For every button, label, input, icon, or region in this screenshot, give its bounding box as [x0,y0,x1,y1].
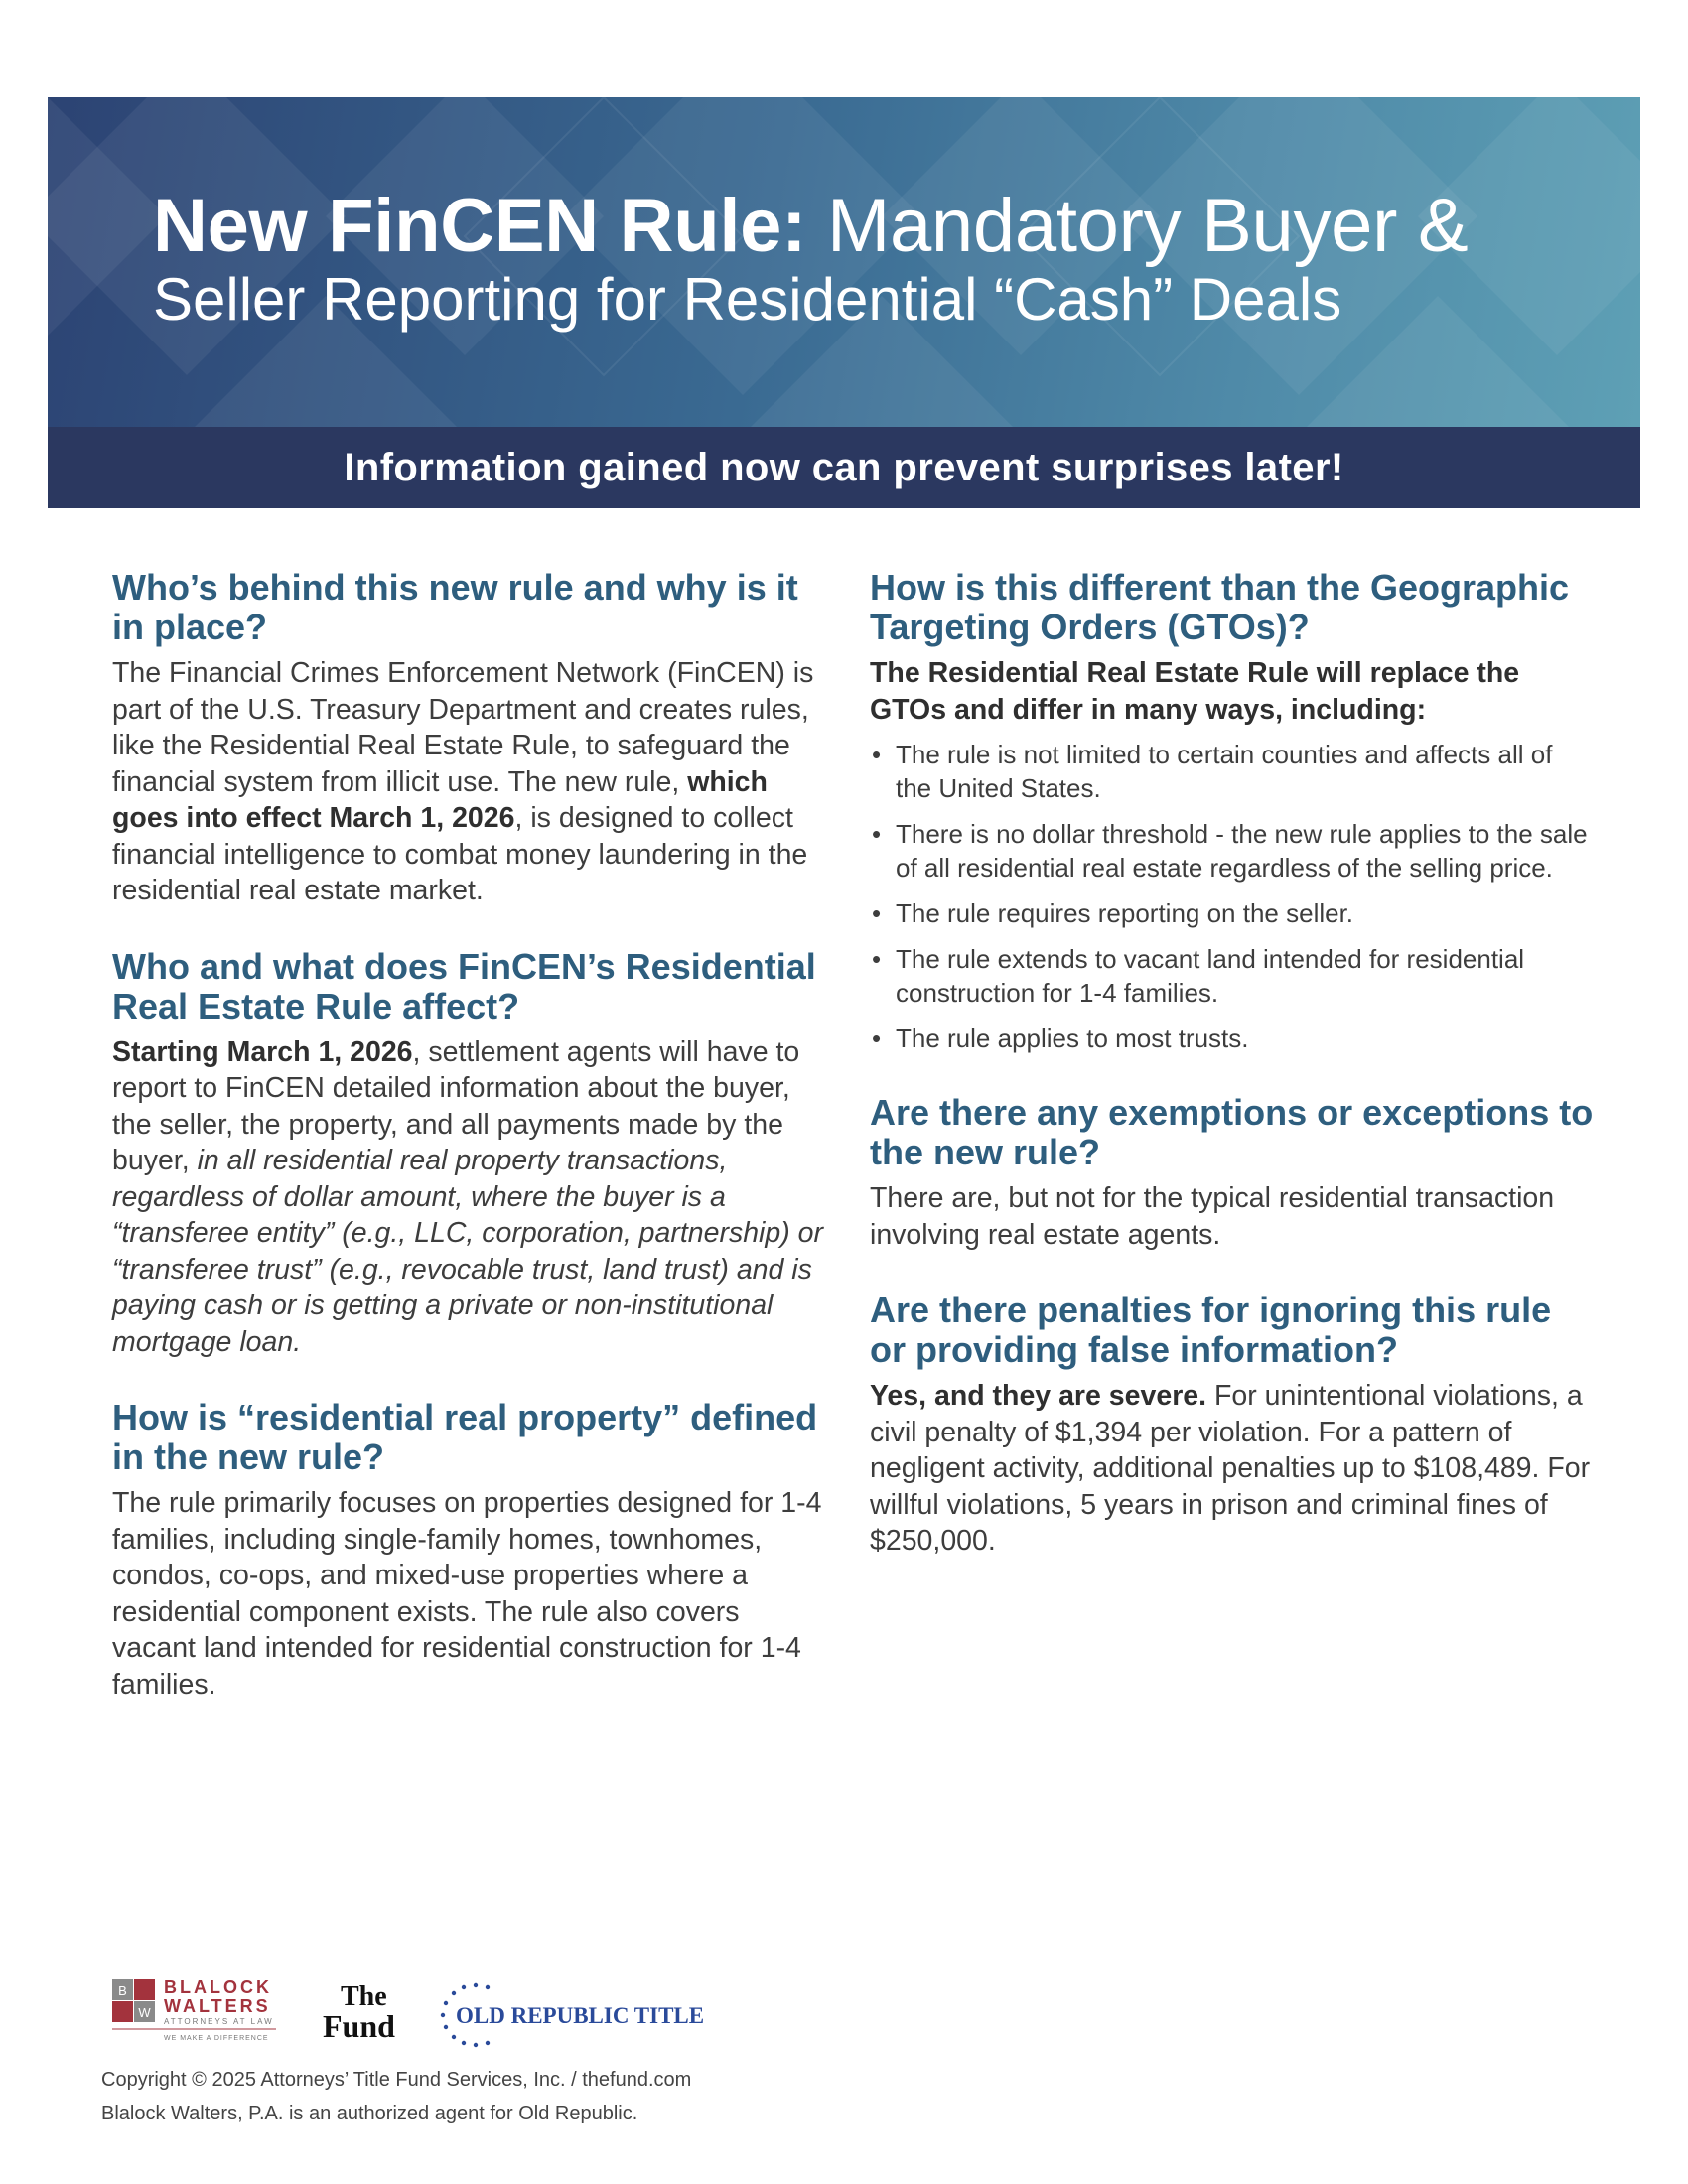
list-item [870,1022,1595,1055]
section-gto-difference [870,568,1595,1055]
list-item-text: There is no dollar threshold - the new rule applies to the sale of all residential real estate regardless of the selling price. [896,819,1588,883]
footer [101,2063,691,2130]
body-emphasis: Yes, and they are severe. [870,1380,1207,1412]
bw-name-line1: BLALOCK [164,1978,272,1997]
tagline-bar: Information gained now can prevent surprises later! [48,427,1640,508]
bullet-icon: • [872,898,882,928]
list-item-text: The rule is not limited to certain counties and affects all of the United States. [896,740,1553,803]
section-who-behind [112,568,827,909]
page-title [153,184,1469,268]
section-lead: The Residential Real Estate Rule will replace the GTOs and differ in many ways, including: [870,657,1520,726]
section-penalties [870,1291,1595,1560]
the-fund-logo [323,1981,395,2044]
left-column [112,568,827,1740]
section-who-affect [112,947,827,1361]
old-republic-logo [441,1983,704,2047]
body-italic: in all residential real property transactions, regardless of dollar amount, where the buyer is a “transferee entity” (e.g., LLC, corporation, partnership) or “transferee trust” (e.g., revocable trust, land trust) and is paying cash or is getting a private or non-institutional mortgage loan. [112,1145,823,1358]
old-republic-name: OLD REPUBLIC TITLE [456,2003,705,2028]
copyright-text: Copyright © 2025 Attorneys’ Title Fund Services, Inc. / thefund.com [101,2069,692,2091]
bw-name-line2: WALTERS [164,1996,271,2016]
list-item-text: The rule applies to most trusts. [896,1024,1249,1053]
body-text: , settlement agents will have to report to FinCEN detailed information about the buyer, the seller, the property, and all payments made by the buyer, [112,1035,800,1176]
section-definition [112,1398,827,1703]
partner-logos [112,1976,748,2049]
list-item [870,817,1595,885]
fund-line2: Fund [323,2008,395,2044]
list-item-text: The rule extends to vacant land intended for residential construction for 1-4 families. [896,944,1525,1008]
list-item-text: The rule requires reporting on the seller. [896,898,1354,928]
section-body [112,1034,827,1361]
right-column [870,568,1595,1597]
section-body [112,655,827,909]
section-body: The rule primarily focuses on properties designed for 1-4 families, including single-family homes, townhomes, condos, co-ops, and mixed-use properties where a residential component exists. The rule also covers vacant land intended for residential construction for 1-4 families. [112,1487,822,1701]
bullet-icon: • [872,819,882,849]
bullet-icon: • [872,944,882,974]
body-text: , is designed to collect financial intelligence to combat money laundering in the residential real estate market. [112,802,808,906]
body-emphasis: which goes into effect March 1, 2026 [112,765,768,834]
header-banner [48,97,1640,427]
agent-disclaimer: Blalock Walters, P.A. is an authorized agent for Old Republic. [101,2103,638,2124]
body-text: For unintentional violations, a civil penalty of $1,394 per violation. For a pattern of negligent activity, additional penalties up to $108,489. For willful violations, 5 years in prison and criminal fines of $250,000. [870,1380,1591,1557]
blalock-walters-logo [112,1978,276,2042]
body-emphasis: Starting March 1, 2026 [112,1035,413,1068]
logo-strip [112,1976,748,2049]
page-title-line2: Seller Reporting for Residential “Cash” Deals [153,266,1342,333]
section-body: There are, but not for the typical residential transaction involving real estate agents. [870,1182,1555,1251]
bw-name-line3: ATTORNEYS AT LAW [164,2017,274,2026]
bullet-list [870,738,1595,1055]
bullet-icon: • [872,740,882,769]
body-text: The Financial Crimes Enforcement Network (FinCEN) is part of the U.S. Treasury Department and creates rules, like the Residential Real Estate Rule, to safeguard the financial system from illicit use. The new rule, [112,657,814,798]
section-heading: How is “residential real property” defined in the new rule? [112,1397,818,1477]
section-heading: Are there any exemptions or exceptions to the new rule? [870,1092,1594,1172]
fund-line1: The [341,1981,387,2012]
section-heading: How is this different than the Geographic Targeting Orders (GTOs)? [870,567,1570,647]
bullet-icon: • [872,1024,882,1053]
bw-tagline: WE MAKE A DIFFERENCE [164,2035,269,2042]
bw-letter-b: B [118,1983,127,1998]
list-item [870,942,1595,1010]
section-body [870,1378,1595,1560]
section-heading: Who and what does FinCEN’s Residential Real Estate Rule affect? [112,945,816,1026]
list-item [870,738,1595,805]
page-title-rest: Mandatory Buyer & [806,184,1469,268]
page-title-bold: New FinCEN Rule: [153,184,807,268]
section-heading: Who’s behind this new rule and why is it in place? [112,567,798,647]
list-item [870,896,1595,930]
bw-letter-w: W [138,2005,151,2020]
section-heading: Are there penalties for ignoring this rule or providing false information? [870,1290,1552,1370]
section-exemptions [870,1093,1595,1253]
